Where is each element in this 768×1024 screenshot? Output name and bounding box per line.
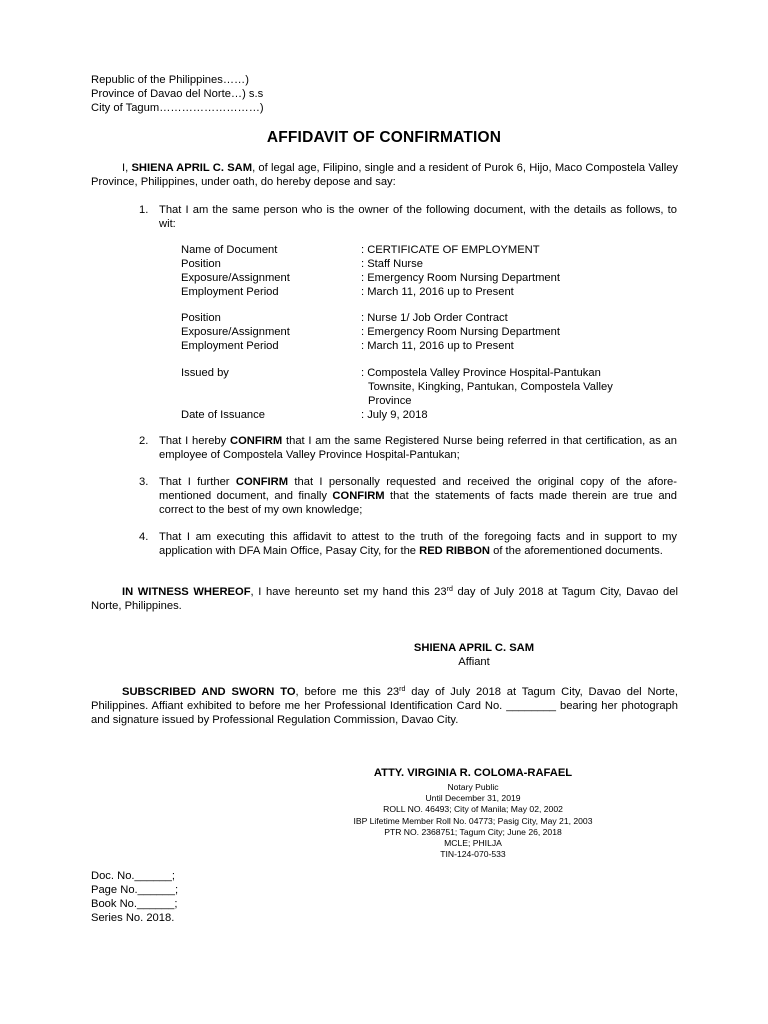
detail-label: Name of Document — [181, 244, 278, 256]
notary-block — [323, 766, 623, 860]
issuer-line-1: : Compostela Valley Province Hospital-Pantukan — [361, 367, 601, 379]
item-4-number: 4. — [139, 531, 149, 543]
detail-row-date-issued — [181, 408, 681, 422]
detail-row-exposure — [181, 325, 681, 339]
series-number: Series No. 2018. — [91, 912, 175, 924]
detail-row-document — [181, 243, 681, 257]
notary-line-commission: Until December 31, 2019 — [425, 793, 521, 804]
notary-line-tin: TIN-124-070-533 — [440, 849, 506, 860]
notary-name: ATTY. VIRGINIA R. COLOMA-RAFAEL — [373, 767, 573, 779]
detail-label: Position — [181, 258, 221, 270]
page-number: Page No.______; — [91, 884, 179, 896]
item-1-number: 1. — [139, 204, 149, 216]
detail-value: : March 11, 2016 up to Present — [361, 286, 514, 298]
detail-value: : Emergency Room Nursing Department — [361, 272, 560, 284]
document-issuer — [181, 366, 681, 422]
issuer-line-2: Townsite, Kingking, Pantukan, Compostela Valley — [368, 381, 613, 393]
detail-value: : March 11, 2016 up to Present — [361, 340, 514, 352]
item-3-number: 3. — [139, 476, 149, 488]
item-4-text-c: of the aforementioned documents. — [489, 545, 663, 557]
detail-value: : Emergency Room Nursing Department — [361, 326, 560, 338]
item-1 — [139, 203, 679, 231]
notary-line-ibp: IBP Lifetime Member Roll No. 04773; Pasig City, May 21, 2003 — [353, 815, 593, 826]
item-2-text-c: that I am the same Registered Nurse being referred in that certification, as an employee of Compostela Valley Province Hospital-Pantukan; — [159, 435, 678, 461]
item-2-confirm: CONFIRM — [230, 435, 283, 447]
detail-value: : July 9, 2018 — [361, 409, 428, 421]
item-4-text-a: That I am executing this affidavit to attest to the truth of the foregoing facts and in support to my application with DFA Main Office, Pasay City, for the — [159, 531, 677, 557]
witness-text-a: , I have hereunto set my hand this 23 — [250, 586, 447, 598]
item-3-confirm-2: CONFIRM — [332, 490, 385, 502]
intro-pre: I, — [122, 162, 132, 174]
notary-line-title: Notary Public — [447, 782, 499, 792]
docket-block — [91, 869, 291, 925]
affiant-role: Affiant — [458, 656, 490, 668]
item-1-text: That I am the same person who is the owner of the following document, with the details as follows, to wit: — [159, 204, 677, 230]
item-2-text — [159, 434, 677, 462]
affiant-name: SHIENA APRIL C. SAM — [413, 642, 535, 654]
detail-label: Exposure/Assignment — [181, 272, 290, 284]
venue-line-republic: Republic of the Philippines……) — [91, 74, 249, 86]
detail-label: Issued by — [181, 367, 229, 379]
detail-row-exposure — [181, 271, 681, 285]
document-details — [181, 243, 681, 299]
detail-label: Date of Issuance — [181, 409, 265, 421]
detail-row-issued-by — [181, 366, 681, 408]
item-2 — [139, 434, 679, 462]
intro-post: , of legal age, Filipino, single and a resident of Purok 6, Hijo, Maco Compostela Valley Province, Philippines, under oath, do hereby depose and say: — [91, 162, 679, 188]
detail-label: Employment Period — [181, 286, 279, 298]
detail-label: Exposure/Assignment — [181, 326, 290, 338]
item-3 — [139, 475, 679, 517]
detail-row-position — [181, 311, 681, 325]
venue-line-city: City of Tagum………………………) — [91, 102, 264, 114]
item-4-red-ribbon: RED RIBBON — [419, 545, 490, 557]
witness-paragraph — [91, 585, 678, 613]
item-3-text-c: that I personally requested and received the original copy of the afore-mentioned document, and finally — [159, 476, 677, 502]
affiant-name-inline: SHIENA APRIL C. SAM — [131, 162, 253, 174]
detail-value: : Nurse 1/ Job Order Contract — [361, 312, 508, 324]
detail-value: : CERTIFICATE OF EMPLOYMENT — [361, 244, 540, 256]
item-3-confirm: CONFIRM — [235, 476, 289, 488]
jurat-text-b: day of July 2018 at Tagum City, Davao del Norte, Philippines. Affiant exhibited to before me her Professional Identification Card No. ________ bearing her photograph and signature issued by Professional Regulation Commission, Davao City. — [91, 686, 678, 726]
detail-row-period — [181, 285, 681, 299]
detail-value-multiline — [361, 366, 661, 408]
item-2-text-a: That I hereby — [159, 435, 231, 447]
witness-heading: IN WITNESS WHEREOF — [122, 586, 251, 598]
detail-row-period — [181, 339, 681, 353]
jurat-heading: SUBSCRIBED AND SWORN TO — [122, 686, 296, 698]
detail-label: Employment Period — [181, 340, 279, 352]
jurat-text-a: , before me this 23 — [295, 686, 400, 698]
intro-paragraph — [91, 161, 678, 189]
doc-number: Doc. No.______; — [91, 870, 175, 882]
venue-block — [91, 73, 391, 115]
witness-ordinal: rd — [446, 586, 453, 593]
venue-line-province: Province of Davao del Norte…) s.s — [91, 88, 264, 100]
item-4-text — [159, 530, 677, 558]
document-title: AFFIDAVIT OF CONFIRMATION — [266, 129, 502, 146]
detail-row-position — [181, 257, 681, 271]
item-3-text-a: That I further — [159, 476, 236, 488]
item-4 — [139, 530, 679, 558]
notary-line-ptr: PTR NO. 2368751; Tagum City; June 26, 2018 — [384, 826, 562, 837]
detail-value: : Staff Nurse — [361, 258, 423, 270]
notary-line-mcle: MCLE; PHILJA — [444, 838, 502, 849]
issuer-line-3: Province — [368, 395, 412, 407]
book-number: Book No.______; — [91, 898, 178, 910]
affiant-signature-block — [374, 641, 574, 669]
item-3-text-e: that the statements of facts made therein are true and correct to the best of my own knowledge; — [159, 490, 677, 516]
jurat-paragraph — [91, 685, 678, 727]
notary-line-roll: ROLL NO. 46493; City of Manila; May 02, 2002 — [383, 804, 563, 815]
item-2-number: 2. — [139, 435, 149, 447]
witness-text-b: day of July 2018 at Tagum City, Davao del Norte, Philippines. — [91, 586, 678, 612]
detail-label: Position — [181, 312, 221, 324]
jurat-ordinal: rd — [399, 686, 406, 693]
document-details-second — [181, 311, 681, 353]
item-3-text — [159, 475, 677, 517]
